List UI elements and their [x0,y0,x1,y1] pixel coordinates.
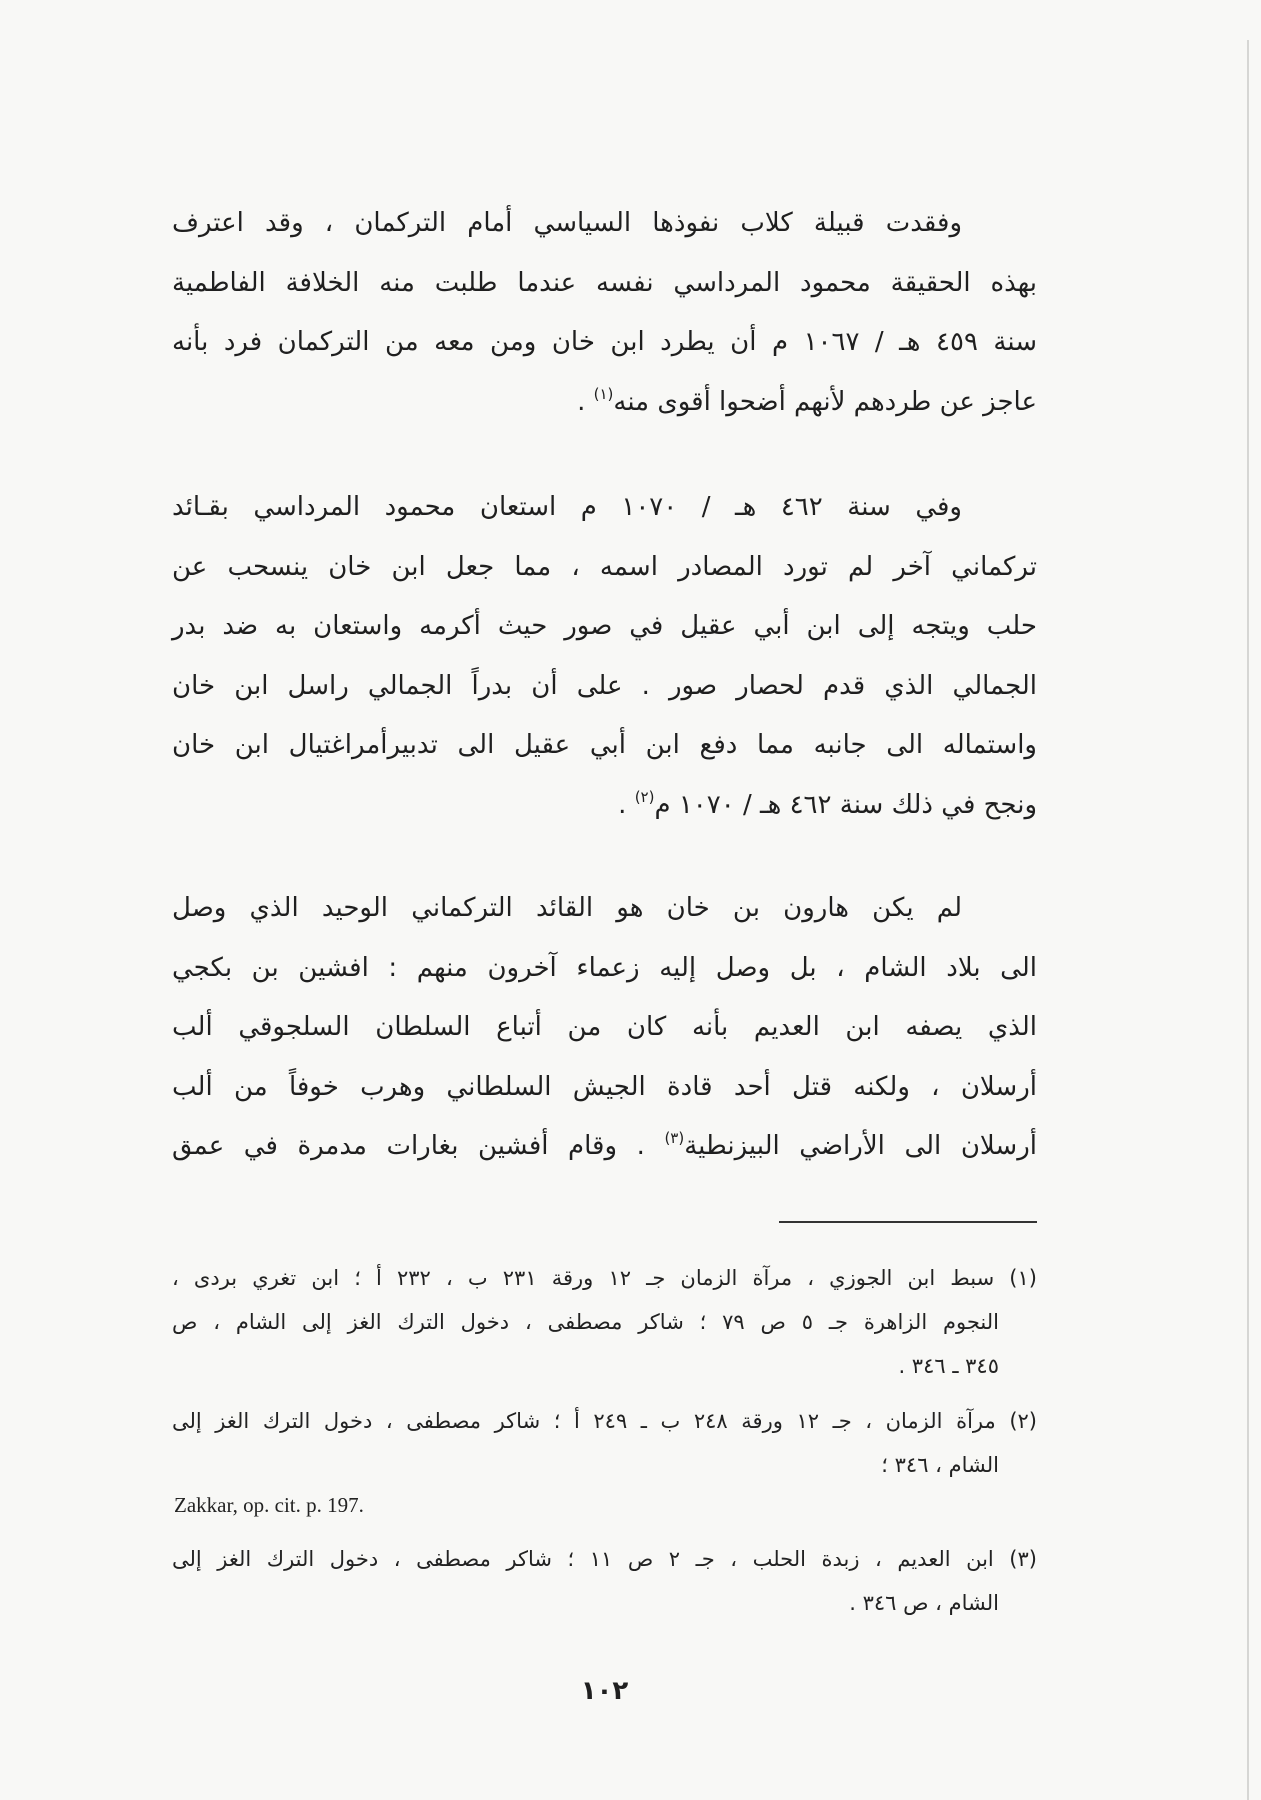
line-text: . [618,789,635,820]
paragraph-3 [172,879,1037,1177]
text-line: حلب ويتجه إلى ابن أبي عقيل في صور حيث أكرمه واستعان به ضد بدر [172,611,1037,641]
text-line: الى بلاد الشام ، بل وصل إليه زعماء آخرون منهم : افشين بن بكجي [172,952,1037,983]
footnote-line: (٢) مرآة الزمان ، جـ ١٢ ورقة ٢٤٨ ب ـ ٢٤٩ أ ؛ شاكر مصطفى ، دخول الترك الغز إلى [172,1409,1037,1433]
line-text: . [577,386,594,417]
footnote-1 [172,1256,1037,1388]
footnote-reference-3: (٣) [664,1129,685,1147]
text-line: وفقدت قبيلة كلاب نفوذها السياسي أمام التركمان ، وقد اعترف [172,208,962,238]
text-line: وفي سنة ٤٦٢ هـ / ١٠٧٠ م استعان محمود المرداسي بقـائد [172,492,962,522]
text-line [172,776,1037,836]
text-line: الجمالي الذي قدم لحصار صور . على أن بدراً الجمالي راسل ابن خان [172,670,1037,701]
footnote-line: (٣) ابن العديم ، زبدة الحلب ، جـ ٢ ص ١١ ؛ شاكر مصطفى ، دخول الترك الغز إلى [172,1547,1037,1571]
text-line: لم يكن هارون بن خان هو القائد التركماني الوحيد الذي وصل [172,893,962,923]
text-line: أرسلان ، ولكنه قتل أحد قادة الجيش السلطاني وهرب خوفاً من ألب [172,1071,1037,1102]
paragraph-1 [172,194,1037,432]
text-line [172,1117,1037,1177]
line-text: ونجح في ذلك سنة ٤٦٢ هـ / ١٠٧٠ م [654,789,1037,820]
text-line: سنة ٤٥٩ هـ / ١٠٦٧ م أن يطرد ابن خان ومن معه من التركمان فرد بأنه [172,327,1037,357]
latin-reference: Zakkar, op. cit. p. 197. [174,1493,364,1517]
paragraph-2 [172,478,1037,835]
line-text: أرسلان الى الأراضي البيزنطية [684,1131,1037,1161]
scan-edge-line [1247,40,1249,1800]
footnote-3 [172,1537,1037,1625]
footnote-2 [172,1399,1037,1487]
footnote-line: (١) سبط ابن الجوزي ، مرآة الزمان جـ ١٢ ورقة ٢٣١ ب ، ٢٣٢ أ ؛ ابن تغري بردى ، [172,1266,1037,1290]
line-text: عاجز عن طردهم لأنهم أضحوا أقوى منه [613,386,1037,417]
text-line: تركماني آخر لم تورد المصادر اسمه ، مما جعل ابن خان ينسحب عن [172,551,1037,582]
line-text: . وقام أفشين بغارات مدمرة في عمق [172,1131,665,1161]
text-line: واستماله الى جانبه مما دفع ابن أبي عقيل الى تدبيرأمراغتيال ابن خان [172,730,1037,760]
text-line [172,373,1037,433]
page-number: ١٠٢ [580,1676,629,1706]
footnote-reference-1: (١) [593,384,614,403]
text-line: بهذه الحقيقة محمود المرداسي نفسه عندما طلبت منه الخلافة الفاطمية [172,267,1037,298]
footnote-reference-2: (٢) [634,787,655,806]
footnote-line: النجوم الزاهرة جـ ٥ ص ٧٩ ؛ شاكر مصطفى ، دخول الترك الغز إلى الشام ، ص [172,1310,999,1334]
footnote-separator [779,1221,1037,1223]
footnote-line: ٣٤٥ ـ ٣٤٦ . [898,1354,999,1378]
footnote-line: الشام ، ٣٤٦ ؛ [881,1453,999,1477]
footnote-line: الشام ، ص ٣٤٦ . [849,1591,999,1615]
text-line: الذي يصفه ابن العديم بأنه كان من أتباع السلطان السلجوقي ألب [172,1012,1037,1042]
